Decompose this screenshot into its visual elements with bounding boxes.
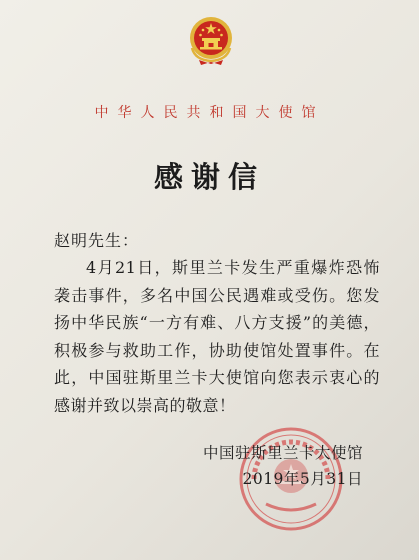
letter-body: 4月21日，斯里兰卡发生严重爆炸恐怖袭击事件，多名中国公民遇难或受伤。您发扬中华民族“一方有难、八方支援”的美德，积极参与救助工作，协助使馆处置事件。在此，中国驻斯里兰卡大使馆向您表示衷心的感谢并致以崇高的敬意！ [54,258,380,415]
salutation: 赵明先生： [54,231,140,250]
signature-organization: 中国驻斯里兰卡大使馆 [202,444,363,462]
letter-title: 感谢信 [153,160,265,194]
signature-block [203,440,363,492]
national-emblem-icon [187,14,235,66]
embassy-letterhead: 中华人民共和国大使馆 [94,105,325,121]
signature-date: 2019年5月31日 [242,470,363,488]
